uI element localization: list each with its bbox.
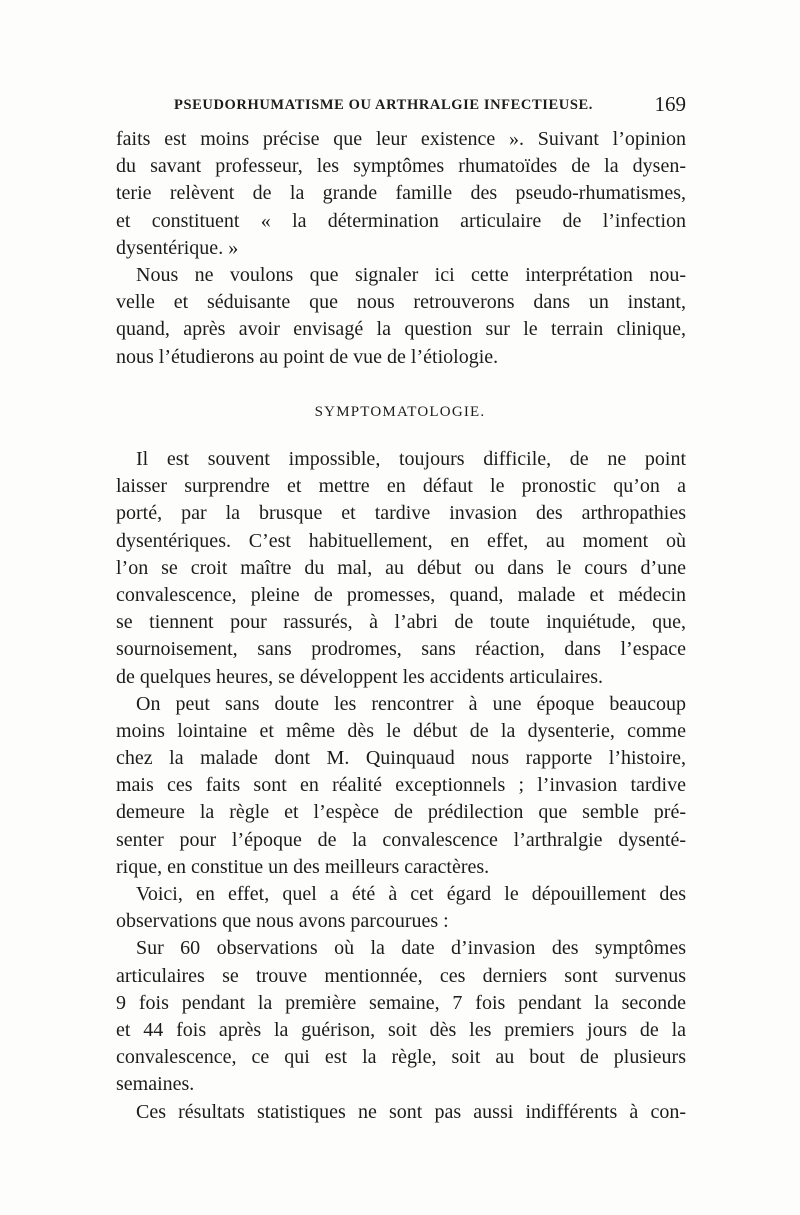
text-line: articulaires se trouve mentionnée, ces derniers sont survenus — [116, 964, 686, 987]
text-line: dysentériques. C’est habituellement, en effet, au moment où — [116, 529, 686, 552]
text-line: mais ces faits sont en réalité exceptionnels ; l’invasion tardive — [116, 774, 686, 797]
paragraphs-main — [116, 446, 686, 1126]
text-line: 9 fois pendant la première semaine, 7 fois pendant la seconde — [116, 991, 686, 1014]
text-line: demeure la règle et l’espèce de prédilection que semble pré- — [116, 801, 686, 824]
text-line: Sur 60 observations où la date d’invasion des symptômes — [136, 937, 686, 960]
text-line: rique, en constitue un des meilleurs caractères. — [116, 855, 490, 878]
text-line: faits est moins précise que leur existence ». Suivant l’opinion — [116, 128, 686, 150]
text-line: se tiennent pour rassurés, à l’abri de toute inquiétude, que, — [116, 611, 686, 634]
section-heading: SYMPTOMATOLOGIE. — [314, 404, 486, 420]
text-line: du savant professeur, les symptômes rhumatoïdes de la dysen- — [116, 155, 686, 178]
text-line: Il est souvent impossible, toujours difficile, de ne point — [136, 448, 686, 470]
text-line: On peut sans doute les rencontrer à une époque beaucoup — [136, 692, 686, 715]
text-line: dysentérique. » — [116, 236, 239, 259]
text-line: et 44 fois après la guérison, soit dès les premiers jours de la — [116, 1018, 686, 1041]
text-line: convalescence, pleine de promesses, quand, malade et médecin — [116, 583, 686, 606]
text-line: Nous ne voulons que signaler ici cette interprétation nou- — [136, 263, 686, 286]
running-head — [174, 92, 686, 122]
text-line: l’on se croit maître du mal, au début ou dans le cours d’une — [116, 556, 686, 579]
text-line: senter pour l’époque de la convalescence l’arthralgie dysenté- — [116, 828, 686, 851]
running-title: PSEUDORHUMATISME OU ARTHRALGIE INFECTIEUSE. — [174, 97, 593, 113]
text-line: Voici, en effet, quel a été à cet égard le dépouillement des — [136, 883, 686, 905]
text-line: chez la malade dont M. Quinquaud nous rapporte l’histoire, — [116, 747, 686, 770]
text-line: nous l’étudierons au point de vue de l’étiologie. — [116, 345, 499, 368]
text-line: quand, après avoir envisagé la question sur le terrain clinique, — [116, 318, 686, 341]
text-line: sournoisement, sans prodromes, sans réaction, dans l’espace — [116, 638, 686, 661]
text-line: Ces résultats statistiques ne sont pas aussi indifférents à con- — [136, 1100, 686, 1123]
text-line: semaines. — [116, 1073, 195, 1096]
text-line: et constituent « la détermination articulaire de l’infection — [116, 209, 686, 232]
text-line: laisser surprendre et mettre en défaut le pronostic qu’on a — [116, 475, 686, 498]
paragraphs-top — [116, 126, 686, 371]
text-line: de quelques heures, se développent les accidents articulaires. — [116, 665, 604, 688]
text-line: velle et séduisante que nous retrouverons dans un instant, — [116, 291, 686, 314]
page-number: 169 — [654, 92, 686, 116]
text-line: moins lointaine et même dès le début de la dysenterie, comme — [116, 719, 686, 742]
text-line: observations que nous avons parcourues : — [116, 910, 449, 933]
text-line: terie relèvent de la grande famille des pseudo-rhumatismes, — [116, 182, 686, 205]
text-line: porté, par la brusque et tardive invasion des arthropathies — [116, 502, 686, 525]
text-line: convalescence, ce qui est la règle, soit au bout de plusieurs — [116, 1046, 686, 1069]
